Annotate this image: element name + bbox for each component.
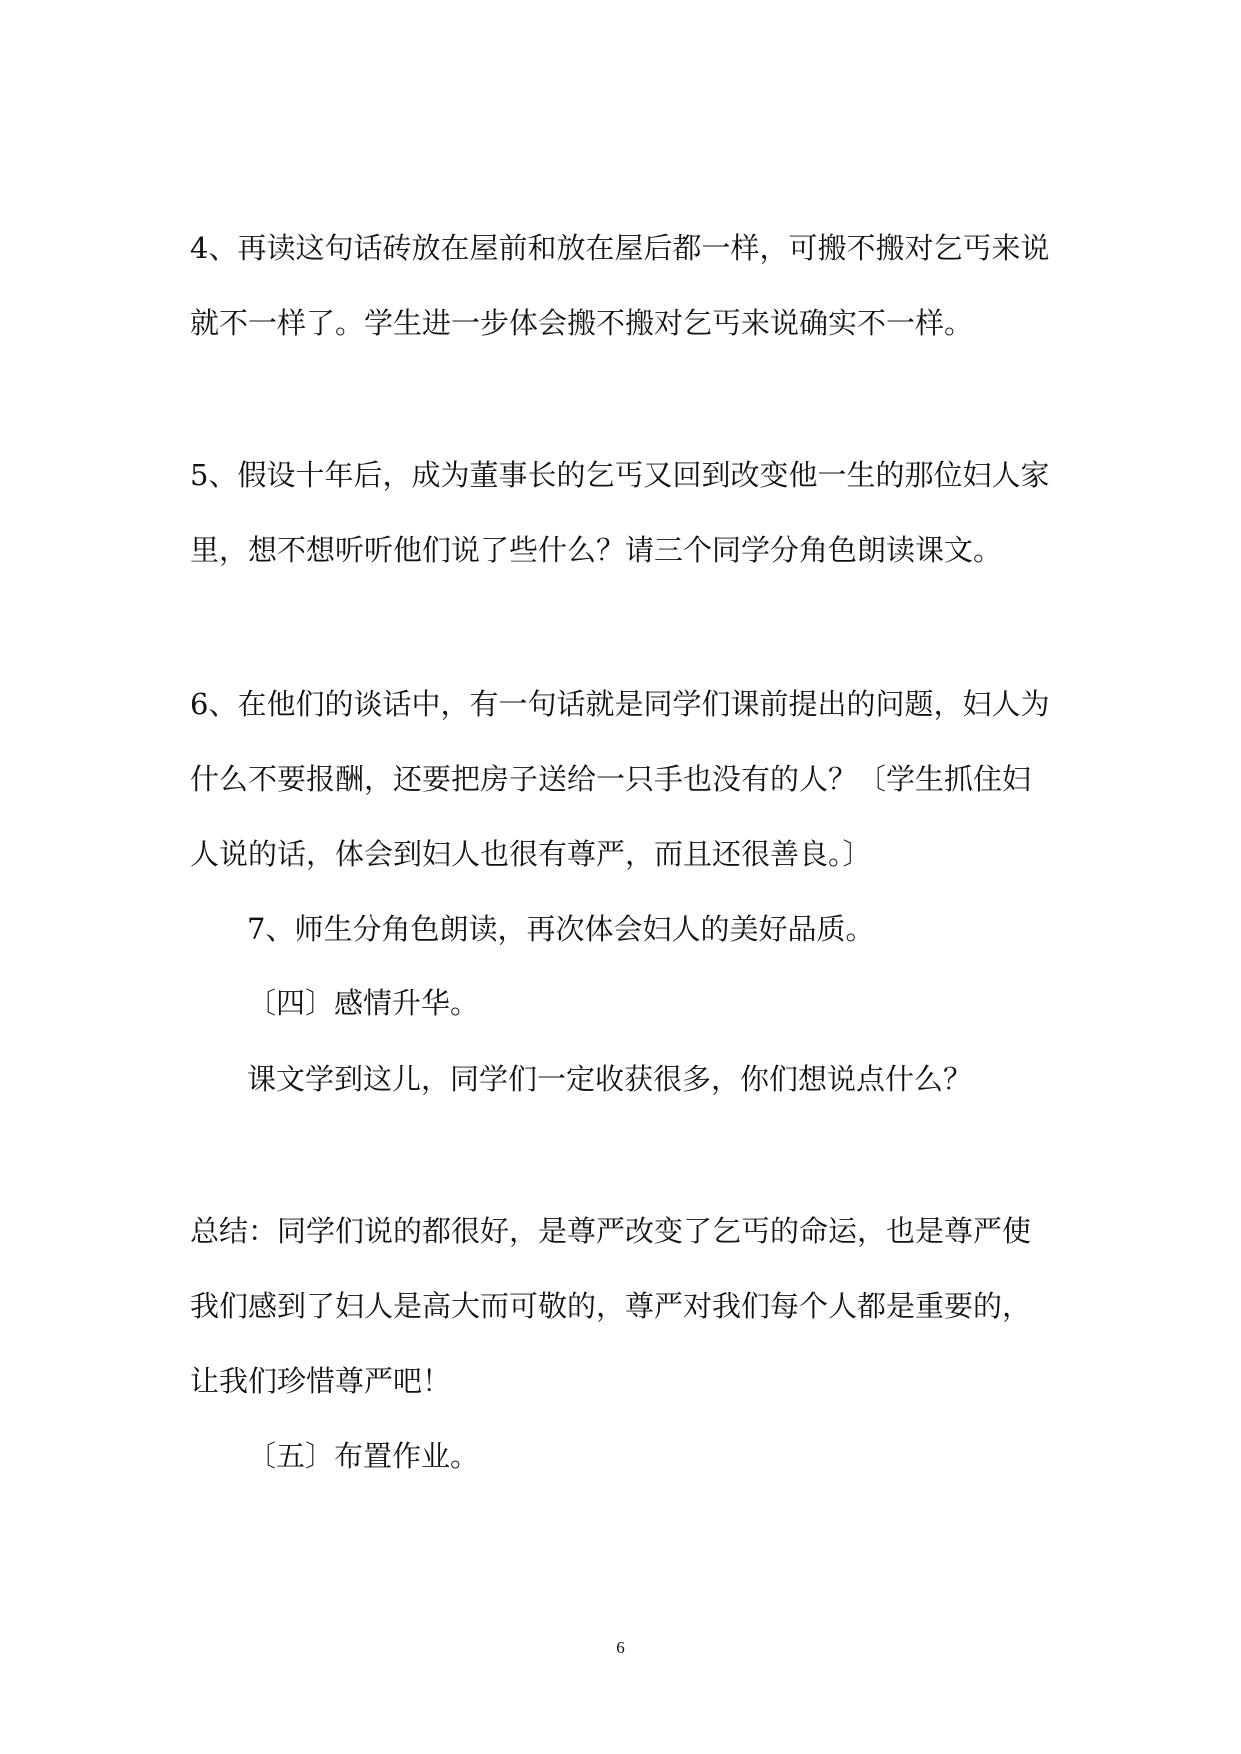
paragraph-line: 让我们珍惜尊严吧！ xyxy=(190,1364,452,1398)
paragraph-line: 6、在他们的谈话中，有一句话就是同学们课前提出的问题，妇人为 xyxy=(190,687,1050,721)
paragraph-line: 7、师生分角色朗读，再次体会妇人的美好品质。 xyxy=(247,912,875,946)
section-heading: 〔四〕感情升华。 xyxy=(247,986,480,1020)
paragraph-line: 课文学到这儿，同学们一定收获很多，你们想说点什么？ xyxy=(247,1062,973,1096)
paragraph-line: 里，想不想听听他们说了些什么？请三个同学分角色朗读课文。 xyxy=(190,533,1003,567)
paragraph-line: 4、再读这句话砖放在屋前和放在屋后都一样，可搬不搬对乞丐来说 xyxy=(190,231,1050,265)
paragraph-line: 5、假设十年后，成为董事长的乞丐又回到改变他一生的那位妇人家 xyxy=(190,458,1050,492)
paragraph-line: 就不一样了。学生进一步体会搬不搬对乞丐来说确实不一样。 xyxy=(190,306,974,340)
paragraph-line: 总结：同学们说的都很好，是尊严改变了乞丐的命运，也是尊严使 xyxy=(190,1214,1032,1248)
paragraph-line: 我们感到了妇人是高大而可敬的，尊严对我们每个人都是重要的， xyxy=(190,1289,1032,1323)
page-number: 6 xyxy=(616,1638,625,1657)
section-heading: 〔五〕布置作业。 xyxy=(247,1439,480,1473)
paragraph-line: 什么不要报酬，还要把房子送给一只手也没有的人？〔学生抓住妇 xyxy=(190,762,1032,796)
paragraph-line: 人说的话，体会到妇人也很有尊严，而且还很善良。〕 xyxy=(190,837,872,871)
